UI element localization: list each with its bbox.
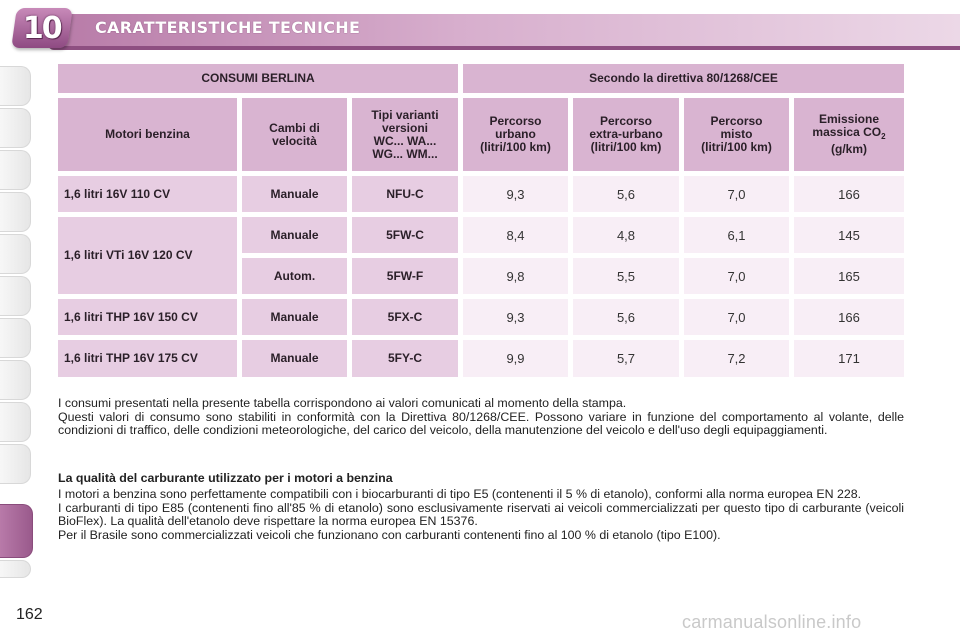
row-gearbox: Manuale <box>242 340 347 377</box>
row-co2: 165 <box>794 258 904 294</box>
col-urban: Percorso urbano (litri/100 km) <box>463 98 568 171</box>
row-gearbox: Manuale <box>242 217 347 253</box>
note-line: Questi valori di consumo sono stabiliti in conformità con la Direttiva 80/1268/CEE. Possono variare in funzione del comportamento al volante, delle condizioni di traffico, delle condizioni meteorologiche, del carico del veicolo, della manutenzione del veicolo e dell'uso degli equipaggiamenti. <box>58 409 904 437</box>
table-title: CONSUMI BERLINA <box>58 64 458 93</box>
row-variant: 5FY-C <box>352 340 458 377</box>
col-engine: Motori benzina <box>58 98 237 171</box>
consumption-note <box>58 397 904 438</box>
row-engine: 1,6 litri VTi 16V 120 CV <box>58 217 237 294</box>
chapter-tab-active[interactable] <box>0 504 33 558</box>
row-variant: 5FW-F <box>352 258 458 294</box>
chapter-tabs <box>0 66 34 576</box>
row-urban: 9,9 <box>463 340 568 377</box>
row-mixed: 7,2 <box>684 340 789 377</box>
fuel-line: I motori a benzina sono perfettamente compatibili con i biocarburanti di tipo E5 (contenenti il 5 % di etanolo), conformi alla norma europea EN 228. <box>58 487 862 501</box>
row-extra: 5,6 <box>573 176 679 212</box>
chapter-badge <box>11 8 73 48</box>
row-variant: 5FX-C <box>352 299 458 335</box>
row-gearbox: Autom. <box>242 258 347 294</box>
chapter-tab[interactable] <box>0 444 31 484</box>
row-co2: 171 <box>794 340 904 377</box>
row-mixed: 7,0 <box>684 258 789 294</box>
chapter-tab[interactable] <box>0 234 31 274</box>
row-mixed: 6,1 <box>684 217 789 253</box>
row-extra: 5,6 <box>573 299 679 335</box>
fuel-quality-heading: La qualità del carburante utilizzato per i motori a benzina <box>58 471 393 485</box>
chapter-tab[interactable] <box>0 318 31 358</box>
row-urban: 9,8 <box>463 258 568 294</box>
row-extra: 5,7 <box>573 340 679 377</box>
chapter-tab[interactable] <box>0 560 31 578</box>
row-engine: 1,6 litri THP 16V 175 CV <box>58 340 237 377</box>
row-gearbox: Manuale <box>242 176 347 212</box>
col-mixed: Percorso misto (litri/100 km) <box>684 98 789 171</box>
chapter-tab[interactable] <box>0 276 31 316</box>
row-extra: 4,8 <box>573 217 679 253</box>
note-line: I consumi presentati nella presente tabella corrispondono ai valori comunicati al momento della stampa. <box>58 396 627 410</box>
col-extra-urban: Percorso extra-urbano (litri/100 km) <box>573 98 679 171</box>
col-co2: Emissione massica $CO_2$ (g/km) <box>794 98 904 171</box>
row-co2: 166 <box>794 176 904 212</box>
col-variants: Tipi varianti versioni WC... WA... WG... WM... <box>352 98 458 171</box>
row-mixed: 7,0 <box>684 299 789 335</box>
chapter-number: 10 <box>23 10 61 46</box>
fuel-line: Per il Brasile sono commercializzati veicoli che funzionano con carburanti contenenti fino al 100 % di etanolo (tipo E100). <box>58 527 721 542</box>
chapter-tab[interactable] <box>0 192 31 232</box>
fuel-quality-text <box>58 488 904 542</box>
row-mixed: 7,0 <box>684 176 789 212</box>
chapter-tab[interactable] <box>0 360 31 400</box>
row-urban: 8,4 <box>463 217 568 253</box>
fuel-line: I carburanti di tipo E85 (contenenti fino all'85 % di etanolo) sono esclusivamente riservati ai veicoli commercializzati per questo tipo di carburante (veicoli BioFlex). La qualità dell'etanolo deve rispettare la norma europea EN 15376. <box>58 500 904 528</box>
row-co2: 145 <box>794 217 904 253</box>
row-variant: 5FW-C <box>352 217 458 253</box>
page-title: CARATTERISTICHE TECNICHE <box>95 18 361 37</box>
table-directive: Secondo la direttiva 80/1268/CEE <box>463 64 904 93</box>
row-urban: 9,3 <box>463 299 568 335</box>
chapter-tab[interactable] <box>0 150 31 190</box>
row-urban: 9,3 <box>463 176 568 212</box>
row-gearbox: Manuale <box>242 299 347 335</box>
row-variant: NFU-C <box>352 176 458 212</box>
row-engine: 1,6 litri 16V 110 CV <box>58 176 237 212</box>
col-gearbox: Cambi di velocità <box>242 98 347 171</box>
watermark: carmanualsonline.info <box>682 612 862 632</box>
chapter-tab[interactable] <box>0 108 31 148</box>
chapter-tab[interactable] <box>0 66 31 106</box>
page-number: 162 <box>16 606 43 623</box>
row-extra: 5,5 <box>573 258 679 294</box>
row-engine: 1,6 litri THP 16V 150 CV <box>58 299 237 335</box>
chapter-tab[interactable] <box>0 402 31 442</box>
row-co2: 166 <box>794 299 904 335</box>
